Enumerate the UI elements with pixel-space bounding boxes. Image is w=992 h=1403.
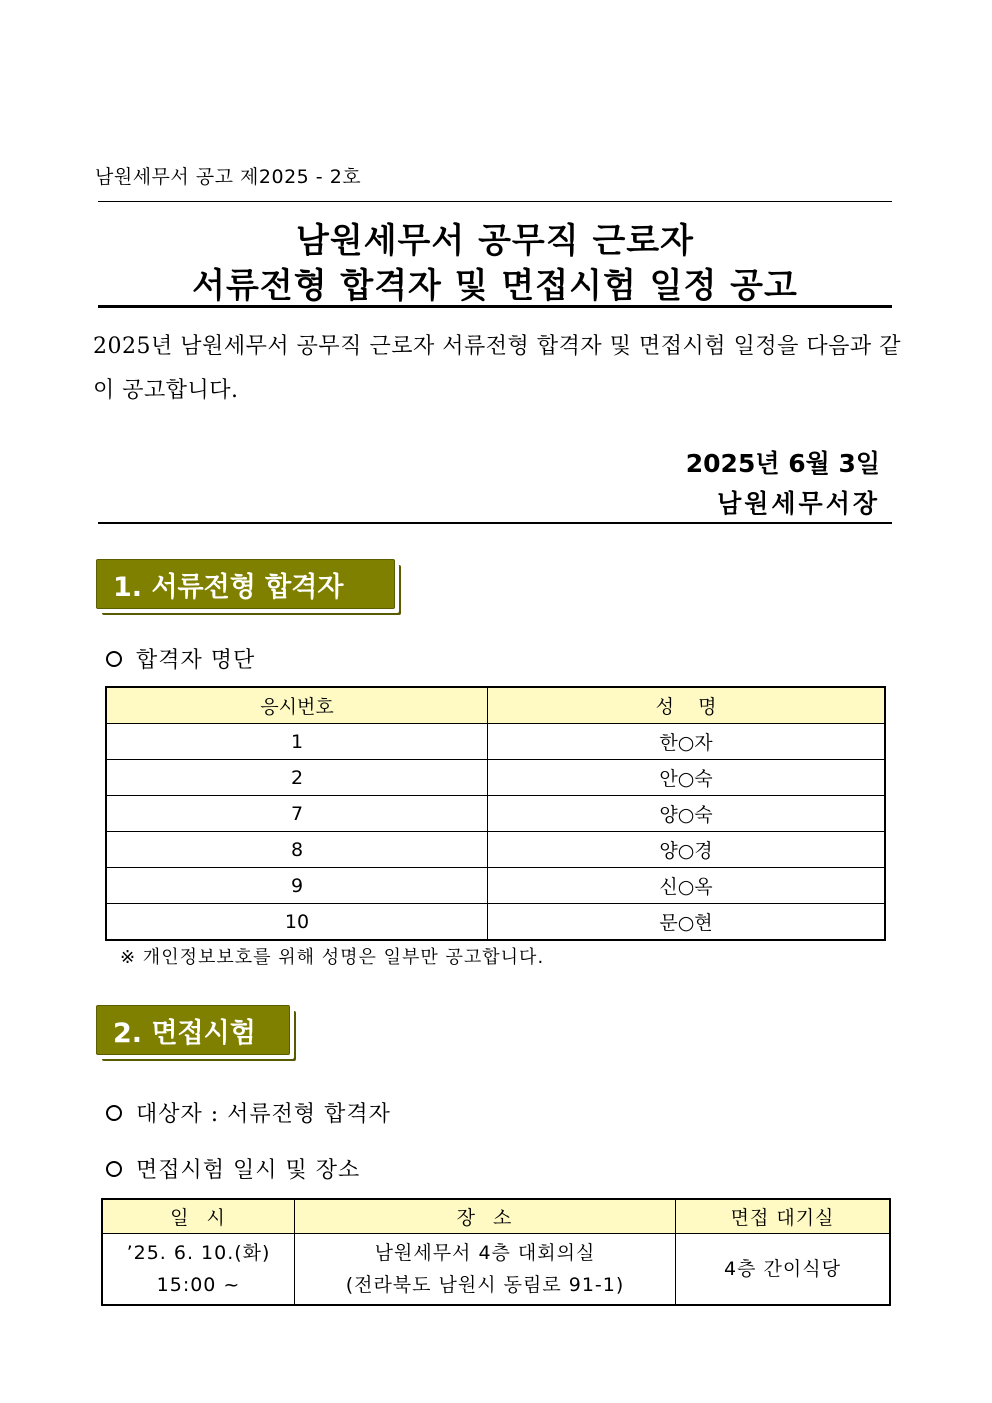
cell-number: 8 [106, 832, 488, 868]
cell-name: 한○자 [488, 724, 886, 760]
signature-rule [98, 522, 892, 524]
cell-name: 양○경 [488, 832, 886, 868]
bullet-pass-list [106, 643, 255, 674]
title-line-1: 남원세무서 공무직 근로자 [296, 221, 694, 261]
circle-bullet-icon [106, 1105, 122, 1121]
section-1-heading-text: 1. 서류전형 합격자 [113, 571, 344, 603]
intro-paragraph: 2025년 남원세무서 공무직 근로자 서류전형 합격자 및 면접시험 일정을 다음과 같이 공고합니다. [93, 334, 901, 403]
title-rule [98, 305, 892, 308]
bullet-pass-list-text: 합격자 명단 [136, 648, 256, 673]
bullet-datetime-place-text: 면접시험 일시 및 장소 [136, 1158, 361, 1183]
table-row [106, 796, 885, 832]
cell-name: 신○옥 [488, 868, 886, 904]
section-2-heading-text: 2. 면접시험 [113, 1017, 256, 1049]
signer: 남원세무서장 [717, 489, 880, 518]
top-rule [98, 201, 892, 202]
col-header-waiting-room: 면접 대기실 [676, 1199, 891, 1234]
circle-bullet-icon [106, 1161, 122, 1177]
col-header-place: 장 소 [295, 1199, 676, 1234]
cell-name: 문○현 [488, 904, 886, 941]
datetime-date: ’25. 6. 10.(화) [126, 1242, 271, 1264]
cell-number: 1 [106, 724, 488, 760]
circle-bullet-icon [106, 651, 122, 667]
bullet-target [106, 1097, 391, 1128]
notice-date: 2025년 6월 3일 [685, 449, 880, 478]
col-header-name: 성 명 [488, 687, 886, 724]
place-name: 남원세무서 4층 대회의실 [374, 1242, 596, 1264]
cell-datetime [102, 1234, 295, 1306]
cell-number: 10 [106, 904, 488, 941]
table-row [106, 868, 885, 904]
cell-number: 2 [106, 760, 488, 796]
col-header-number: 응시번호 [106, 687, 488, 724]
pass-list-table [105, 686, 886, 941]
section-2-heading [96, 1005, 290, 1055]
table-row [102, 1234, 890, 1306]
interview-table [101, 1198, 891, 1306]
cell-name: 안○숙 [488, 760, 886, 796]
table-header-row [102, 1199, 890, 1234]
col-header-datetime: 일 시 [102, 1199, 295, 1234]
cell-number: 9 [106, 868, 488, 904]
table-row [106, 832, 885, 868]
table-header-row [106, 687, 885, 724]
privacy-note: ※ 개인정보보호를 위해 성명은 일부만 공고합니다. [120, 947, 545, 968]
table-row [106, 724, 885, 760]
place-address: (전라북도 남원시 동림로 91-1) [345, 1274, 625, 1296]
bullet-datetime-place [106, 1153, 360, 1184]
datetime-time: 15:00 ~ [156, 1274, 241, 1296]
table-row [106, 904, 885, 941]
bullet-target-text: 대상자 : 서류전형 합격자 [136, 1102, 391, 1127]
cell-name: 양○숙 [488, 796, 886, 832]
title-line-2: 서류전형 합격자 및 면접시험 일정 공고 [192, 266, 798, 306]
table-row [106, 760, 885, 796]
cell-number: 7 [106, 796, 488, 832]
cell-place [295, 1234, 676, 1306]
cell-waiting-room: 4층 간이식당 [676, 1234, 891, 1306]
notice-number: 남원세무서 공고 제2025 - 2호 [95, 166, 362, 188]
section-1-heading [96, 559, 395, 609]
